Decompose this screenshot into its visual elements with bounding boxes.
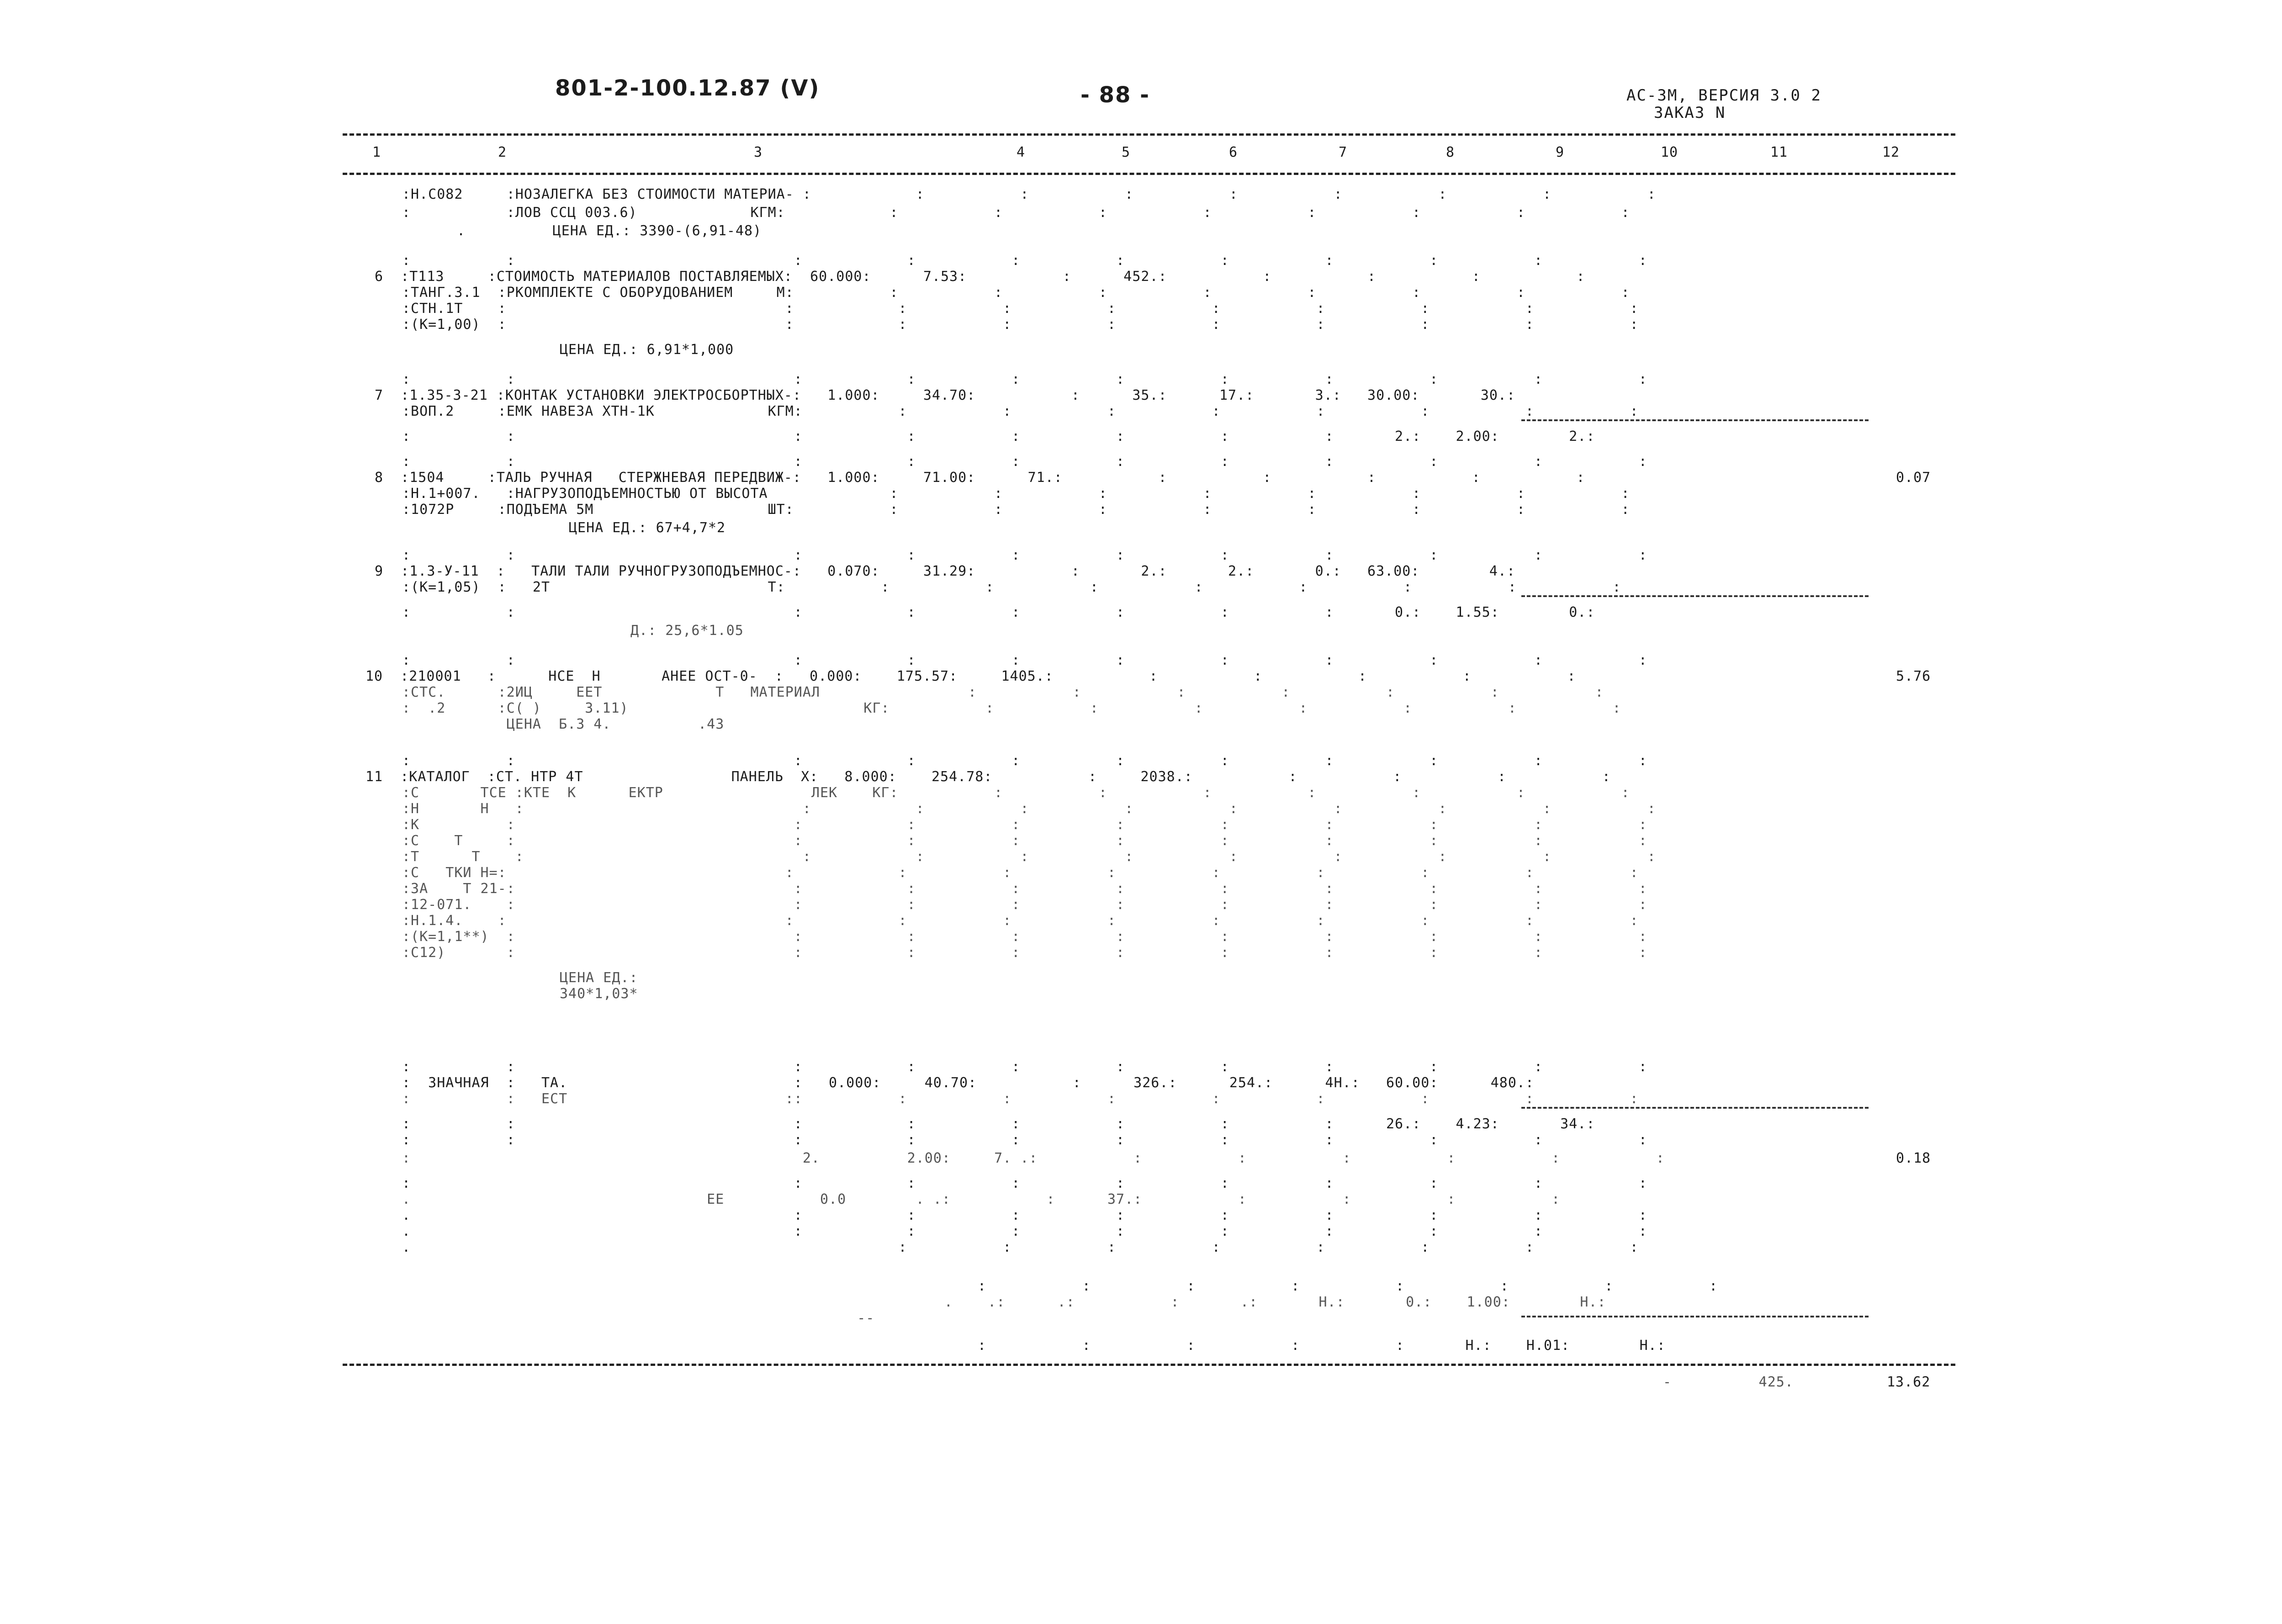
column-header-6: 6 <box>1229 144 1238 160</box>
table-row-7: 7 :1.35-3-21 :КОНТАК УСТАНОВКИ ЭЛЕКТРОСБОРТНЫХ-: 1.000: 34.70: : 35.: 17.: 3.: 30.00: 30.: <box>375 387 1516 403</box>
column-header-9: 9 <box>1556 144 1565 160</box>
page-number: - 88 - <box>1080 82 1150 108</box>
table-line: : : : : : : : : : : : <box>402 1059 1647 1075</box>
column-header-4: 4 <box>1017 144 1026 160</box>
column-header-12: 12 <box>1882 144 1900 160</box>
table-line: -- <box>822 1310 1493 1326</box>
system-info: АС-3М, ВЕРСИЯ 3.0 2 <box>1626 86 1821 105</box>
price-note: Д.: 25,6*1.05 <box>630 623 744 639</box>
table-line: : : : : : : : : <box>978 1278 1718 1294</box>
subtotal-rule <box>1521 1107 1869 1109</box>
column-header-5: 5 <box>1122 144 1131 160</box>
price-note: 340*1,03* <box>560 986 638 1002</box>
table-line: :Н.С082 :НОЗАЛЕГКА БЕЗ СТОИМОСТИ МАТЕРИА- : : : : : : : : : <box>402 186 1656 202</box>
table-line: : 2. 2.00: 7. .: : : : : : : <box>402 1150 1665 1166</box>
column-12-value: 0.18 <box>1896 1150 1931 1166</box>
table-line: :ТАНГ.3.1 :РКОМПЛЕКТЕ С ОБОРУДОВАНИЕМ М: : : : : : : : : <box>402 285 1630 301</box>
table-line: : : : : : Н.: Н.01: Н.: <box>978 1338 1666 1354</box>
header-bottom-rule <box>343 173 1955 175</box>
table-line: :Т Т : : : : : : : : : : <box>402 849 1656 865</box>
table-line: :С Т : : : : : : : : : : <box>402 833 1647 849</box>
table-line: . : : : : : : : : : <box>402 1223 1647 1239</box>
table-row-10: 10 :210001 : НСЕ Н АНЕЕ ОСТ-0- : 0.000: 175.57: 1405.: : : : : : <box>365 668 1576 684</box>
table-line: :(К=1,05) : 2Т Т: : : : : : : : : <box>402 579 1621 595</box>
price-note: ЦЕНА Б.3 4. .43 <box>402 716 725 732</box>
table-line: :1072Р :ПОДЪЕМА 5М ШТ: : : : : : : : : <box>402 502 1630 518</box>
table-line: :(К=1,1**) : : : : : : : : : : <box>402 929 1647 945</box>
subtotal-rule <box>1521 419 1869 421</box>
table-line: :(К=1,00) : : : : : : : : : : <box>402 317 1639 333</box>
price-note: ЦЕНА ЕД.: 6,91*1,000 <box>560 342 734 358</box>
table-line: :С ТСЕ :КТЕ К ЕКТР ЛЕК КГ: : : : : : : : <box>402 785 1630 801</box>
table-line: : : : : : : : : : : <box>402 1175 1647 1191</box>
table-row-12: : ЗНАЧНАЯ : ТА. : 0.000: 40.70: : 326.: 254.: 4Н.: 60.00: 480.: <box>402 1075 1534 1091</box>
subtotal-rule <box>1521 595 1869 597</box>
table-line: :К : : : : : : : : : : <box>402 817 1647 833</box>
table-row-11: 11 :КАТАЛОГ :СТ. НТР 4Т ПАНЕЛЬ Х: 8.000: 254.78: : 2038.: : : : : <box>365 769 1611 785</box>
order-label: ЗАКАЗ N <box>1654 104 1726 122</box>
column-header-2: 2 <box>498 144 507 160</box>
document-code: 801-2-100.12.87 (V) <box>555 75 820 101</box>
table-line: . ЕЕ 0.0 . .: : 37.: : : : : <box>402 1191 1561 1207</box>
column-12-value: 5.76 <box>1896 668 1931 684</box>
table-line: : : : : : : : : : : : <box>402 753 1647 769</box>
table-line: : : : : : : : : 0.: 1.55: 0.: <box>402 604 1595 620</box>
table-line: :Н.1.4. : : : : : : : : : : <box>402 913 1639 929</box>
column-header-10: 10 <box>1661 144 1678 160</box>
column-12-value: 0.07 <box>1896 470 1931 486</box>
table-line: : .2 :С( ) 3.11) КГ: : : : : : : : <box>402 700 1621 716</box>
table-line: : :ЛОВ ССЦ 003.6) КГМ: : : : : : : : : <box>402 205 1630 221</box>
table-row-summary: . .: .: : .: Н.: 0.: 1.00: Н.: <box>822 1294 1606 1310</box>
table-row-6: 6 :Т113 :СТОИМОСТЬ МАТЕРИАЛОВ ПОСТАВЛЯЕМЫХ: 60.000: 7.53: : 452.: : : : : <box>375 269 1585 285</box>
column-header-7: 7 <box>1339 144 1348 160</box>
table-line: :Н.1+007. :НАГРУЗОПОДЪЕМНОСТЬЮ ОТ ВЫСОТА : : : : : : : : <box>402 486 1630 502</box>
table-line: : : : : : : : : : : : <box>402 371 1647 387</box>
table-line: :ВОП.2 :ЕМК НАВЕЗА ХТН-1К КГМ: : : : : : : : : <box>402 403 1639 419</box>
table-line: : : : : : : : : : : : <box>402 652 1647 668</box>
table-line: :С ТКИ Н=: : : : : : : : : : <box>402 865 1639 881</box>
subtotal-rule <box>1521 1316 1869 1317</box>
footer-rule <box>343 1364 1955 1366</box>
column-header-3: 3 <box>754 144 763 160</box>
column-12-total: 13.62 <box>1887 1374 1931 1390</box>
table-line: : : : : : : : : : : : <box>402 253 1647 269</box>
footer-total: - 425. <box>1663 1374 1794 1390</box>
table-line: : : : : : : : : 26.: 4.23: 34.: <box>402 1116 1595 1132</box>
header-top-rule <box>343 133 1955 136</box>
table-line: :С12) : : : : : : : : : : <box>402 945 1647 961</box>
table-row-8: 8 :1504 :ТАЛЬ РУЧНАЯ СТЕРЖНЕВАЯ ПЕРЕДВИЖ-: 1.000: 71.00: 71.: : : : : : <box>375 470 1585 486</box>
table-line: . : : : : : : : : : <box>402 1207 1647 1223</box>
table-line: : : : : : : : : 2.: 2.00: 2.: <box>402 428 1595 444</box>
table-line: : : : : : : : : : : : <box>402 1132 1647 1148</box>
column-header-8: 8 <box>1446 144 1455 160</box>
table-line: :СТС. :2ИЦ ЕЕТ Т МАТЕРИАЛ : : : : : : : <box>402 684 1604 700</box>
column-header-1: 1 <box>372 144 381 160</box>
table-line: :ЗА Т 21-: : : : : : : : : : <box>402 881 1647 897</box>
table-line: : : ЕСТ :: : : : : : : : : <box>402 1091 1639 1107</box>
table-line: : : : : : : : : : : : <box>402 547 1647 563</box>
table-line: :Н Н : : : : : : : : : : <box>402 801 1656 817</box>
price-note: ЦЕНА ЕД.: 67+4,7*2 <box>569 520 726 536</box>
table-line: :12-071. : : : : : : : : : : <box>402 897 1647 913</box>
column-header-11: 11 <box>1770 144 1788 160</box>
price-note: . ЦЕНА ЕД.: 3390-(6,91-48) <box>457 223 762 239</box>
price-note: ЦЕНА ЕД.: <box>560 970 638 986</box>
table-row-9: 9 :1.3-У-11 : ТАЛИ ТАЛИ РУЧНОГРУЗОПОДЪЕМНОС-: 0.070: 31.29: : 2.: 2.: 0.: 63.00: 4.: <box>375 563 1516 579</box>
table-line: . : : : : : : : : <box>402 1239 1639 1255</box>
table-line: : : : : : : : : : : : <box>402 454 1647 470</box>
table-line: :СТН.1Т : : : : : : : : : : <box>402 301 1639 317</box>
